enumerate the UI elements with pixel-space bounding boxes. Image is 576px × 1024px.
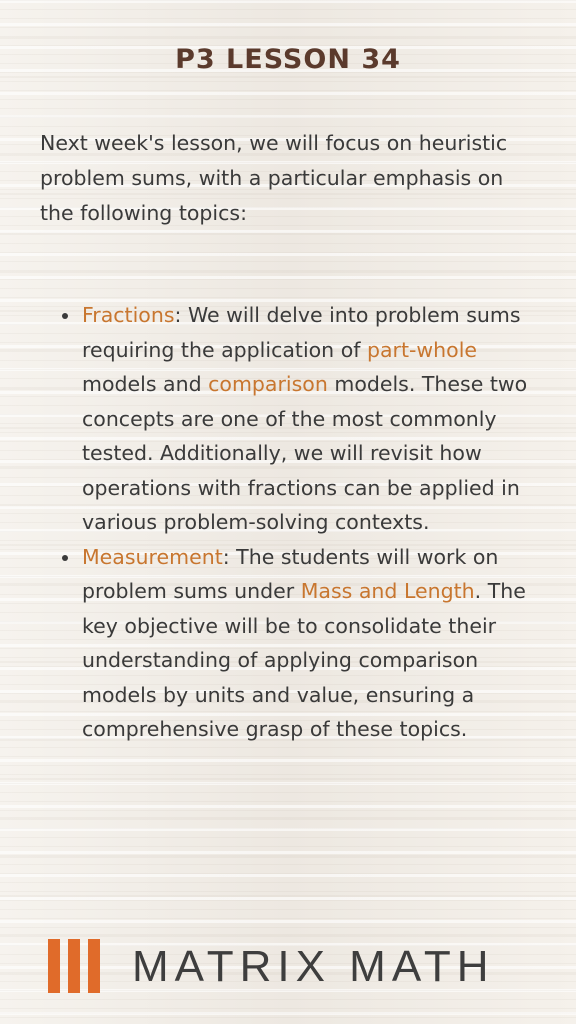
brand-name: MATRIX MATH xyxy=(132,942,495,991)
highlight-comparison: comparison xyxy=(208,372,328,396)
highlight-part-whole: part-whole xyxy=(366,337,478,362)
highlight-fractions: Fractions xyxy=(82,303,175,327)
bullet-dot-icon xyxy=(62,313,68,319)
topic-item-fractions xyxy=(40,298,550,540)
bullet-dot-icon xyxy=(62,555,68,561)
highlight-measurement: Measurement xyxy=(82,544,223,569)
topic-text xyxy=(82,303,527,534)
topic-item-measurement xyxy=(40,540,550,747)
text-segment: : We will delve into problem sums requiring the application of xyxy=(82,303,521,362)
page-title: P3 LESSON 34 xyxy=(175,44,401,75)
intro-paragraph: Next week's lesson, we will focus on heuristic problem sums, with a particular emphasis on the following topics: xyxy=(40,131,508,225)
text-segment: models and xyxy=(82,372,209,396)
text-segment: : The students will work on problem sums under xyxy=(82,544,499,603)
topic-text xyxy=(82,545,526,742)
text-segment: . The key objective will be to consolidate their understanding of applying comparison models by units and value, ensuring a comprehensive grasp of these topics. xyxy=(82,579,526,741)
text-segment: models. These two concepts are one of the most commonly tested. Additionally, we will revisit how operations with fractions can be applied in various problem-solving contexts. xyxy=(82,372,528,534)
three-vertical-bars-icon xyxy=(48,939,100,993)
brand-logo xyxy=(48,939,528,993)
topic-list xyxy=(40,298,550,747)
highlight-mass-and-length: Mass and Length xyxy=(300,579,475,603)
